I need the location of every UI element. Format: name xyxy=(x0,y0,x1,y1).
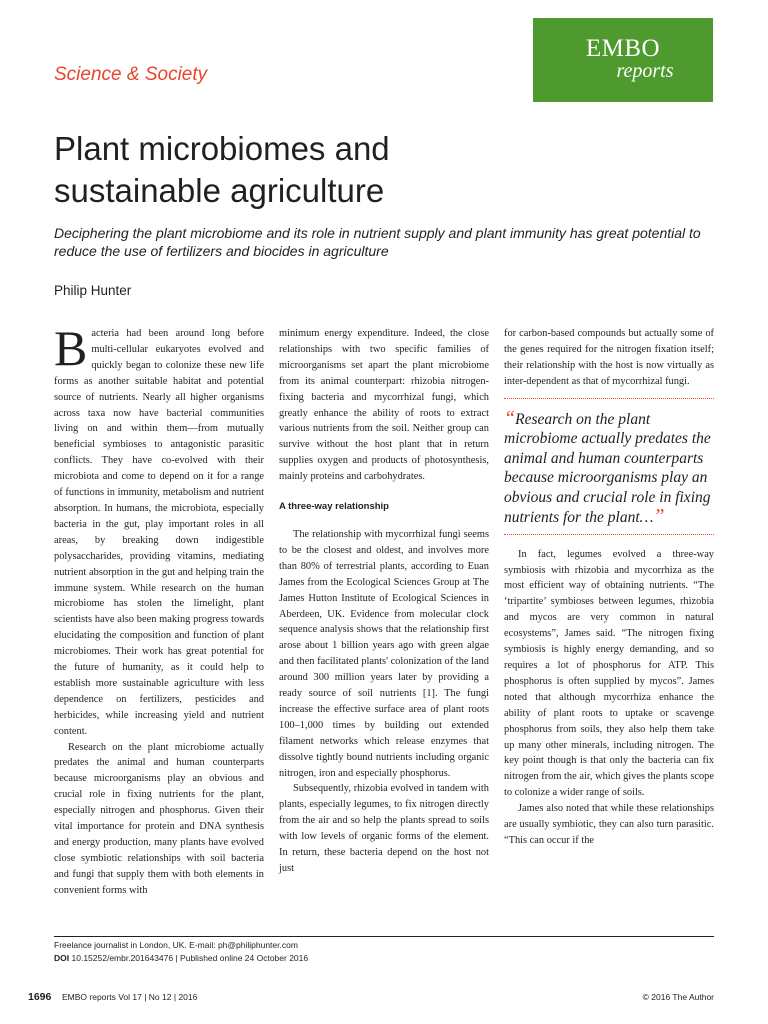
paragraph: for carbon-based compounds but actually some of the genes required for the nitrogen fixation itself; their relationship with the host is now virtually as inter-dependent as that of mycorrhizal fungi. xyxy=(504,328,714,387)
footer-divider xyxy=(54,936,714,937)
paragraph: Research on the plant microbiome actually predates the animal and human counterparts because microorganisms play an obvious and crucial role in fixing nutrients for the plant, especially nitrogen and phosphorus. Given their vital importance for protein and DNA synthesis and energy production, many plants have evolved close symbiotic relationships with soil bacteria and fungi that supply them with both elements in convenient forms with xyxy=(54,741,264,896)
journal-logo xyxy=(533,18,713,102)
open-quote-mark: “ xyxy=(504,406,516,429)
article-standfirst: Deciphering the plant microbiome and its role in nutrient supply and plant immunity has great potential to reduce the use of fertilizers and biocides in agriculture xyxy=(54,225,701,259)
text-column-3 xyxy=(504,326,714,849)
close-quote-mark: ” xyxy=(653,505,665,528)
paragraph: The relationship with mycorrhizal fungi seems to be the closest and oldest, and involves more than 80% of terrestrial plants, according to Euan James from the Ecological Sciences Group at The James Hutton Institute of Ecological Sciences in Aberdeen, UK. Evidence from molecular clock sequence analysis shows that the relationship first arose about 1 billion years ago with green algae and then facilitated plants' colonization of the land around 300 million years later by providing a ready source of soil nutrients [1]. The fungi increase the effective surface area of plant roots 100–1,000 times by building out extended filament networks which release enzymes that dissolve tightly bound nutrients including organic nitrogen, iron and especially phosphorus. xyxy=(279,528,489,779)
pullquote-top-rule xyxy=(504,398,714,399)
paragraph-text: acteria had been around long before multi-cellular eukaryotes evolved and quickly began to colonize these new life forms as another suitable habitat and potential source of nutrients. Nearly all higher organisms across taxa now have bacterial communities living on and within them—from mutually beneficial symbioses to antagonistic parasitic conflicts. They have co-evolved with their microbiota and come to depend on it for a range of functions in immunity, metabolism and nutrient absorption. In humans, the microbiota, especially bacteria in the gut, play important roles in all areas, by breaking down indigestible polysaccharides, providing vitamins, mediating nutrient absorption in the gut and helping train the immune system. While research on the human microbiome has stolen the limelight, plant scientists have also been making progress towards elucidating the composition and function of plant microbiomes. Their work has great potential for the future of humanity, as it could help to establish more sustainable agriculture with less dependence on fertilizers, pesticides and herbicides, while increasing yield and nutrient content. xyxy=(54,328,264,737)
logo-sub-text: reports xyxy=(616,60,674,82)
doi-label: DOI xyxy=(54,953,70,963)
journal-citation: EMBO reports Vol 17 | No 12 | 2016 xyxy=(62,992,198,1002)
pullquote-bottom-rule xyxy=(504,534,714,535)
paragraph: Subsequently, rhizobia evolved in tandem with plants, especially legumes, to fix nitrogen directly from the air and so help the plants spread to soils with low levels of organic forms of the element. In return, these bacteria depend on the host not just xyxy=(279,783,489,874)
doi-line xyxy=(54,953,694,963)
drop-cap: B xyxy=(54,320,88,376)
section-label: Science & Society xyxy=(54,64,208,85)
pull-quote-text: Research on the plant microbiome actually predates the animal and human counterparts because microorganisms play an obvious and crucial role in fixing nutrients for the plant… xyxy=(504,410,711,527)
text-column-1 xyxy=(54,320,264,899)
paragraph: James also noted that while these relationships are usually symbiotic, they can also turn parasitic. “This can occur if the xyxy=(504,803,714,846)
logo-main-text: EMBO xyxy=(585,35,661,62)
page-number: 1696 xyxy=(28,991,52,1003)
article-title xyxy=(54,128,694,212)
section-subheading: A three-way relationship xyxy=(279,501,389,513)
paragraph: In fact, legumes evolved a three-way symbiosis with rhizobia and mycorrhiza as the most efficient way of obtaining nutrients. “The ‘tripartite’ symbioses between legumes, rhizobia and mycos are very common in natural ecosystems”, James said. “The nitrogen fixing symbiosis is highly energy demanding, and so requires a lot of phosphorus for ATP. This phosphorus is often supplied by mycos”. James noted that although mycorrhiza enhance the ability of plant roots to uptake or scavenge phosphorus from soils, they also help them take up many other minerals, including nitrogen. The key point though is that only the bacteria can fix nitrogen from the air, which gives the plants scope to colonize a wider range of soils. xyxy=(504,548,714,799)
copyright-notice: © 2016 The Author xyxy=(642,992,714,1002)
title-line-2: sustainable agriculture xyxy=(54,172,385,209)
paragraph xyxy=(54,320,264,740)
title-line-1: Plant microbiomes and xyxy=(54,130,390,167)
doi-text: 10.15252/embr.201643476 | Published online 24 October 2016 xyxy=(71,953,309,963)
author-name: Philip Hunter xyxy=(54,283,132,298)
pull-quote xyxy=(504,406,714,528)
text-column-2 xyxy=(279,326,489,877)
paragraph: minimum energy expenditure. Indeed, the close relationships with two specific families of microorganisms set apart the plant microbiome from its animal counterpart: rhizobia nitrogen-fixing bacteria and mycorrhizal fungi, which greatly enhance the ability of roots to extract various nutrients from the soil. Neither group can survive without the host plant that in return supplies oxygen and products of photosynthesis, mainly proteins and carbohydrates. xyxy=(279,328,489,483)
author-affiliation: Freelance journalist in London, UK. E-mail: ph@philiphunter.com xyxy=(54,940,298,950)
